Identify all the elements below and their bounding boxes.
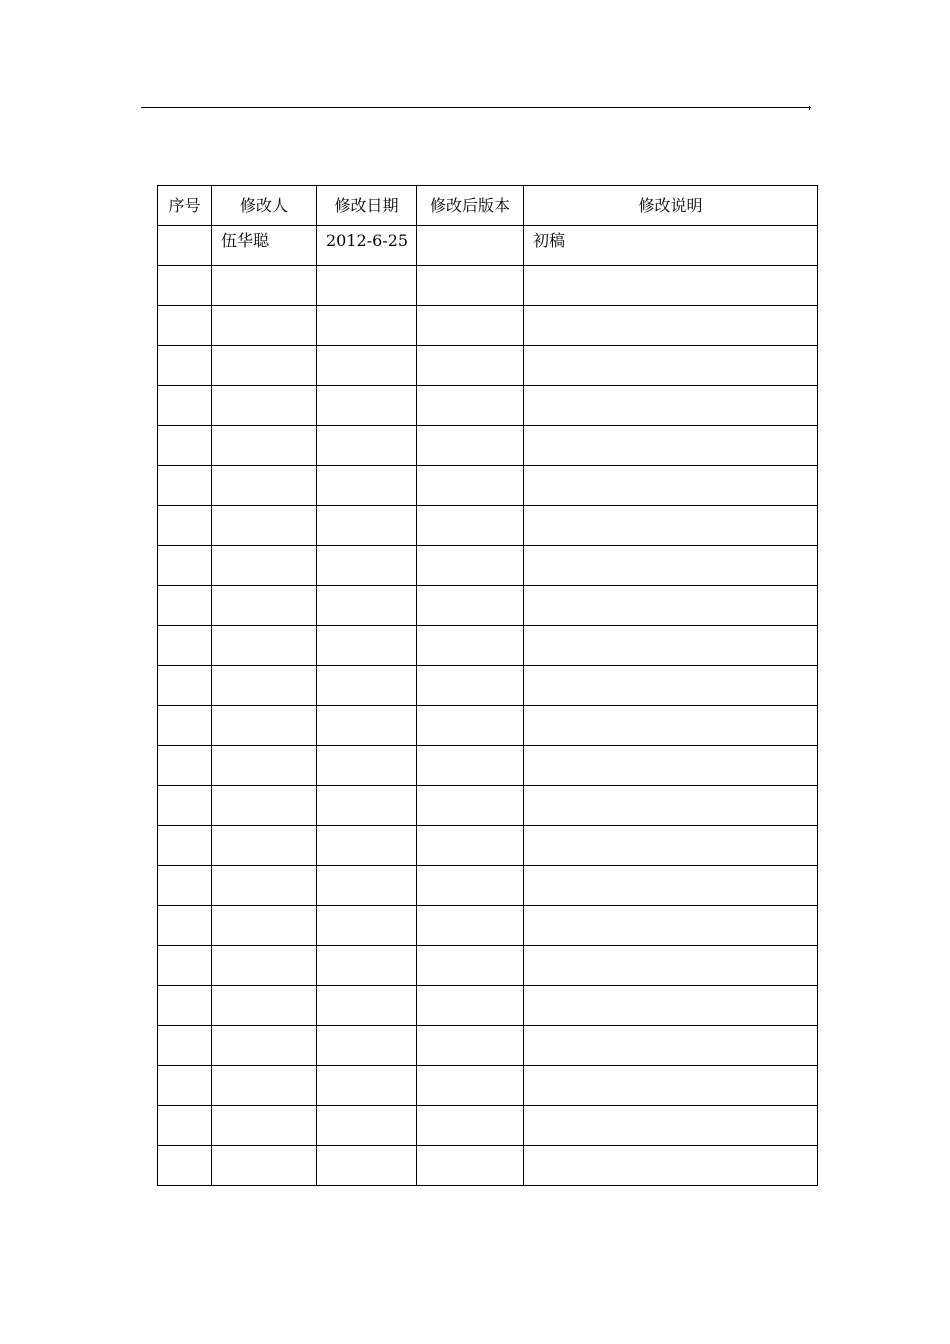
cell-seq [158, 306, 212, 346]
table-row [158, 1066, 818, 1106]
cell-date [317, 546, 417, 586]
cell-seq [158, 1026, 212, 1066]
cell-seq [158, 586, 212, 626]
cell-seq [158, 826, 212, 866]
cell-date [317, 1106, 417, 1146]
table-row [158, 626, 818, 666]
table-row [158, 226, 818, 266]
cell-seq [158, 266, 212, 306]
cell-author [212, 706, 317, 746]
table-row [158, 546, 818, 586]
cell-date [317, 1066, 417, 1106]
table-row [158, 666, 818, 706]
table-header-row [158, 186, 818, 226]
table-row [158, 386, 818, 426]
cell-author [212, 466, 317, 506]
cell-seq [158, 986, 212, 1026]
cell-date [317, 746, 417, 786]
cell-description: 初稿 [524, 226, 818, 266]
cell-author [212, 306, 317, 346]
cell-date [317, 626, 417, 666]
header-date: 修改日期 [317, 186, 417, 226]
cell-author [212, 346, 317, 386]
cell-version [417, 626, 524, 666]
cell-description [524, 786, 818, 826]
header-version: 修改后版本 [417, 186, 524, 226]
cell-description [524, 826, 818, 866]
cell-description [524, 306, 818, 346]
table-row [158, 946, 818, 986]
cell-description [524, 466, 818, 506]
cell-seq [158, 746, 212, 786]
cell-author [212, 906, 317, 946]
table-row [158, 306, 818, 346]
table-row [158, 1026, 818, 1066]
cell-version [417, 1066, 524, 1106]
cell-version [417, 426, 524, 466]
cell-date [317, 706, 417, 746]
cell-version [417, 266, 524, 306]
cell-description [524, 1026, 818, 1066]
cell-version [417, 506, 524, 546]
table-row [158, 266, 818, 306]
cell-seq [158, 386, 212, 426]
cell-version [417, 826, 524, 866]
cell-date [317, 826, 417, 866]
cell-author [212, 746, 317, 786]
cell-author [212, 1146, 317, 1186]
cell-version [417, 946, 524, 986]
cell-description [524, 866, 818, 906]
cell-description [524, 346, 818, 386]
revision-history-table [157, 185, 818, 1186]
cell-version [417, 786, 524, 826]
header-author: 修改人 [212, 186, 317, 226]
header-rule-tick [809, 106, 810, 110]
cell-author [212, 1106, 317, 1146]
cell-version [417, 666, 524, 706]
cell-seq [158, 786, 212, 826]
cell-version [417, 1026, 524, 1066]
cell-version [417, 586, 524, 626]
cell-seq [158, 1146, 212, 1186]
cell-version [417, 906, 524, 946]
cell-author [212, 586, 317, 626]
cell-date [317, 266, 417, 306]
cell-description [524, 426, 818, 466]
cell-description [524, 626, 818, 666]
cell-description [524, 666, 818, 706]
table-row [158, 786, 818, 826]
cell-version [417, 346, 524, 386]
cell-author [212, 986, 317, 1026]
cell-version [417, 1146, 524, 1186]
cell-seq [158, 866, 212, 906]
cell-author [212, 946, 317, 986]
cell-seq [158, 666, 212, 706]
cell-seq [158, 466, 212, 506]
table-row [158, 346, 818, 386]
cell-author [212, 266, 317, 306]
cell-description [524, 546, 818, 586]
cell-version [417, 546, 524, 586]
cell-author [212, 386, 317, 426]
cell-version [417, 226, 524, 266]
table-row [158, 986, 818, 1026]
cell-seq [158, 346, 212, 386]
cell-version [417, 866, 524, 906]
cell-date [317, 906, 417, 946]
cell-seq [158, 946, 212, 986]
table-row [158, 746, 818, 786]
cell-date [317, 1146, 417, 1186]
cell-description [524, 1146, 818, 1186]
cell-version [417, 306, 524, 346]
cell-date [317, 386, 417, 426]
cell-date [317, 946, 417, 986]
table-row [158, 506, 818, 546]
cell-description [524, 986, 818, 1026]
cell-seq [158, 906, 212, 946]
cell-description [524, 506, 818, 546]
cell-date [317, 1026, 417, 1066]
table-row [158, 906, 818, 946]
table-row [158, 1146, 818, 1186]
cell-author [212, 786, 317, 826]
cell-seq [158, 426, 212, 466]
table-row [158, 706, 818, 746]
cell-seq [158, 706, 212, 746]
cell-author [212, 506, 317, 546]
cell-date [317, 306, 417, 346]
table-row [158, 866, 818, 906]
table-row [158, 466, 818, 506]
cell-author [212, 426, 317, 466]
cell-seq [158, 226, 212, 266]
cell-description [524, 706, 818, 746]
cell-author: 伍华聪 [212, 226, 317, 266]
table-row [158, 826, 818, 866]
cell-description [524, 586, 818, 626]
cell-date [317, 786, 417, 826]
cell-description [524, 906, 818, 946]
table-row [158, 426, 818, 466]
cell-date [317, 586, 417, 626]
cell-version [417, 746, 524, 786]
cell-seq [158, 506, 212, 546]
cell-date [317, 346, 417, 386]
cell-author [212, 866, 317, 906]
cell-description [524, 946, 818, 986]
cell-date [317, 506, 417, 546]
cell-version [417, 986, 524, 1026]
cell-author [212, 546, 317, 586]
cell-author [212, 826, 317, 866]
cell-seq [158, 1066, 212, 1106]
cell-author [212, 666, 317, 706]
cell-seq [158, 1106, 212, 1146]
header-seq: 序号 [158, 186, 212, 226]
cell-date [317, 866, 417, 906]
cell-version [417, 1106, 524, 1146]
cell-date: 2012-6-25 [317, 226, 417, 266]
cell-author [212, 626, 317, 666]
cell-date [317, 986, 417, 1026]
table-body [158, 226, 818, 1186]
header-rule [141, 107, 811, 108]
cell-description [524, 386, 818, 426]
cell-seq [158, 546, 212, 586]
cell-author [212, 1066, 317, 1106]
cell-version [417, 706, 524, 746]
cell-description [524, 266, 818, 306]
cell-date [317, 466, 417, 506]
cell-version [417, 386, 524, 426]
header-description: 修改说明 [524, 186, 818, 226]
cell-seq [158, 626, 212, 666]
table-row [158, 586, 818, 626]
cell-description [524, 1106, 818, 1146]
cell-version [417, 466, 524, 506]
table-row [158, 1106, 818, 1146]
cell-date [317, 666, 417, 706]
cell-description [524, 1066, 818, 1106]
cell-author [212, 1026, 317, 1066]
cell-date [317, 426, 417, 466]
cell-description [524, 746, 818, 786]
